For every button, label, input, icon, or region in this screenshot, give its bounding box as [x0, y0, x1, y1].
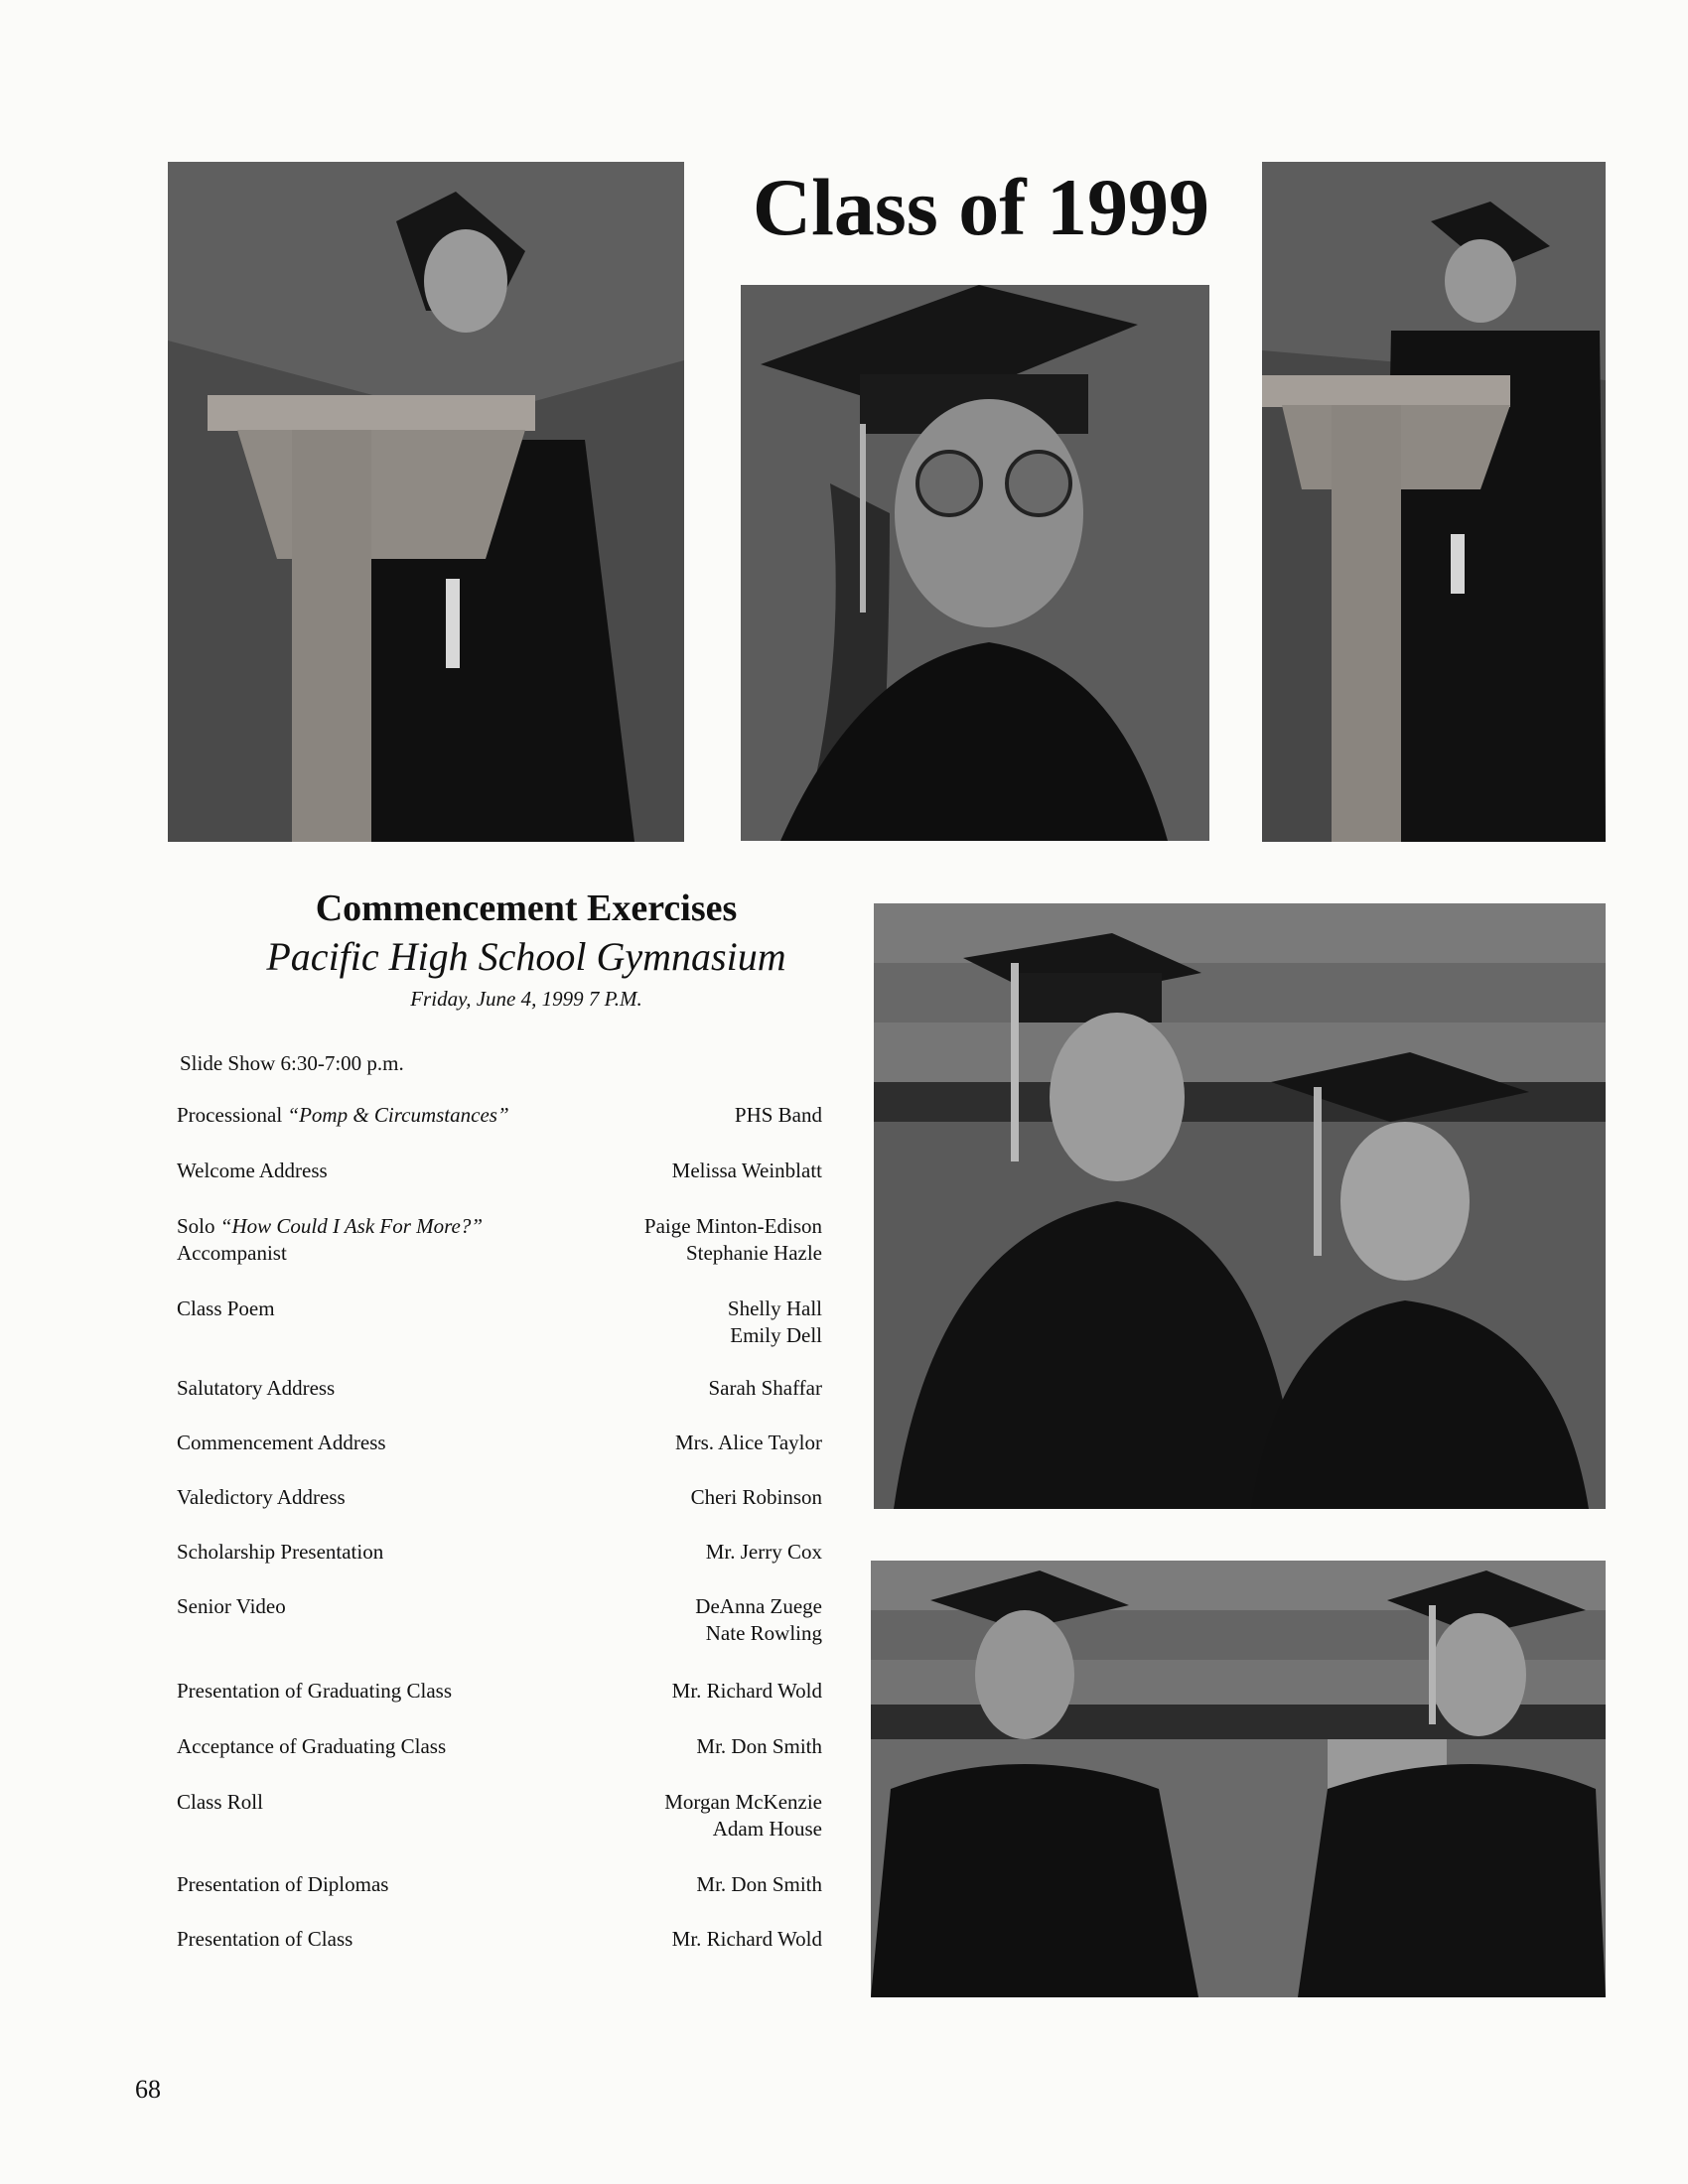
program-participant: Adam House — [712, 1817, 822, 1841]
program-participant: DeAnna Zuege — [695, 1594, 822, 1618]
program-participant: Stephanie Hazle — [685, 1241, 822, 1265]
program-participant: Sarah Shaffar — [708, 1376, 822, 1400]
photo-graduate-portrait-center — [741, 285, 1209, 841]
program-part: Valedictory Address — [177, 1485, 346, 1509]
program-part: Senior Video — [177, 1594, 286, 1618]
program-part-secondary: Accompanist — [177, 1241, 287, 1265]
program-participant: Shelly Hall — [727, 1297, 822, 1320]
program-participant: Nate Rowling — [705, 1621, 822, 1645]
program-participant: Melissa Weinblatt — [671, 1159, 822, 1182]
program-participant: Mr. Don Smith — [696, 1734, 822, 1758]
program-part: Salutatory Address — [177, 1376, 336, 1400]
program-part: Solo — [177, 1214, 215, 1238]
program-part: Scholarship Presentation — [177, 1540, 384, 1564]
photo-graduate-at-podium-right — [1262, 162, 1606, 842]
program-part: Presentation of Diplomas — [177, 1872, 389, 1896]
slide-show-time: Slide Show 6:30-7:00 p.m. — [180, 1051, 404, 1075]
program-participant: Cheri Robinson — [690, 1485, 822, 1509]
photo-graduate-at-podium-left — [168, 162, 684, 842]
program-participant: Mr. Don Smith — [696, 1872, 822, 1896]
program-part: Presentation of Graduating Class — [177, 1679, 453, 1703]
photo-two-graduates-gowns — [871, 1561, 1606, 1997]
program-part: Welcome Address — [177, 1159, 328, 1182]
program-part: Commencement Address — [177, 1431, 386, 1454]
program-date: Friday, June 4, 1999 7 P.M. — [410, 987, 642, 1011]
program-participant: Mr. Richard Wold — [671, 1679, 822, 1703]
page-title: Class of 1999 — [752, 162, 1210, 252]
program-part: Acceptance of Graduating Class — [177, 1734, 447, 1758]
photo-two-graduates-smiling — [874, 903, 1606, 1509]
page-number: 68 — [135, 2075, 161, 2104]
program-participant: Mr. Jerry Cox — [705, 1540, 822, 1564]
program-participant: Morgan McKenzie — [664, 1790, 822, 1814]
program-participant: Mrs. Alice Taylor — [674, 1431, 822, 1454]
program-participant: Paige Minton-Edison — [643, 1214, 822, 1238]
program-part: Class Roll — [177, 1790, 263, 1814]
program-part-title: “How Could I Ask For More?” — [219, 1214, 484, 1238]
program-part: Class Poem — [177, 1297, 275, 1320]
program-participant: Mr. Richard Wold — [671, 1927, 822, 1951]
program-part-title: “Pomp & Circumstances” — [287, 1103, 509, 1127]
program-participant: PHS Band — [734, 1103, 822, 1127]
program-part: Presentation of Class — [177, 1927, 353, 1951]
program-participant: Emily Dell — [730, 1323, 822, 1347]
program-heading: Commencement Exercises — [315, 887, 738, 929]
program-venue: Pacific High School Gymnasium — [266, 934, 786, 979]
program-part: Processional — [177, 1103, 283, 1127]
